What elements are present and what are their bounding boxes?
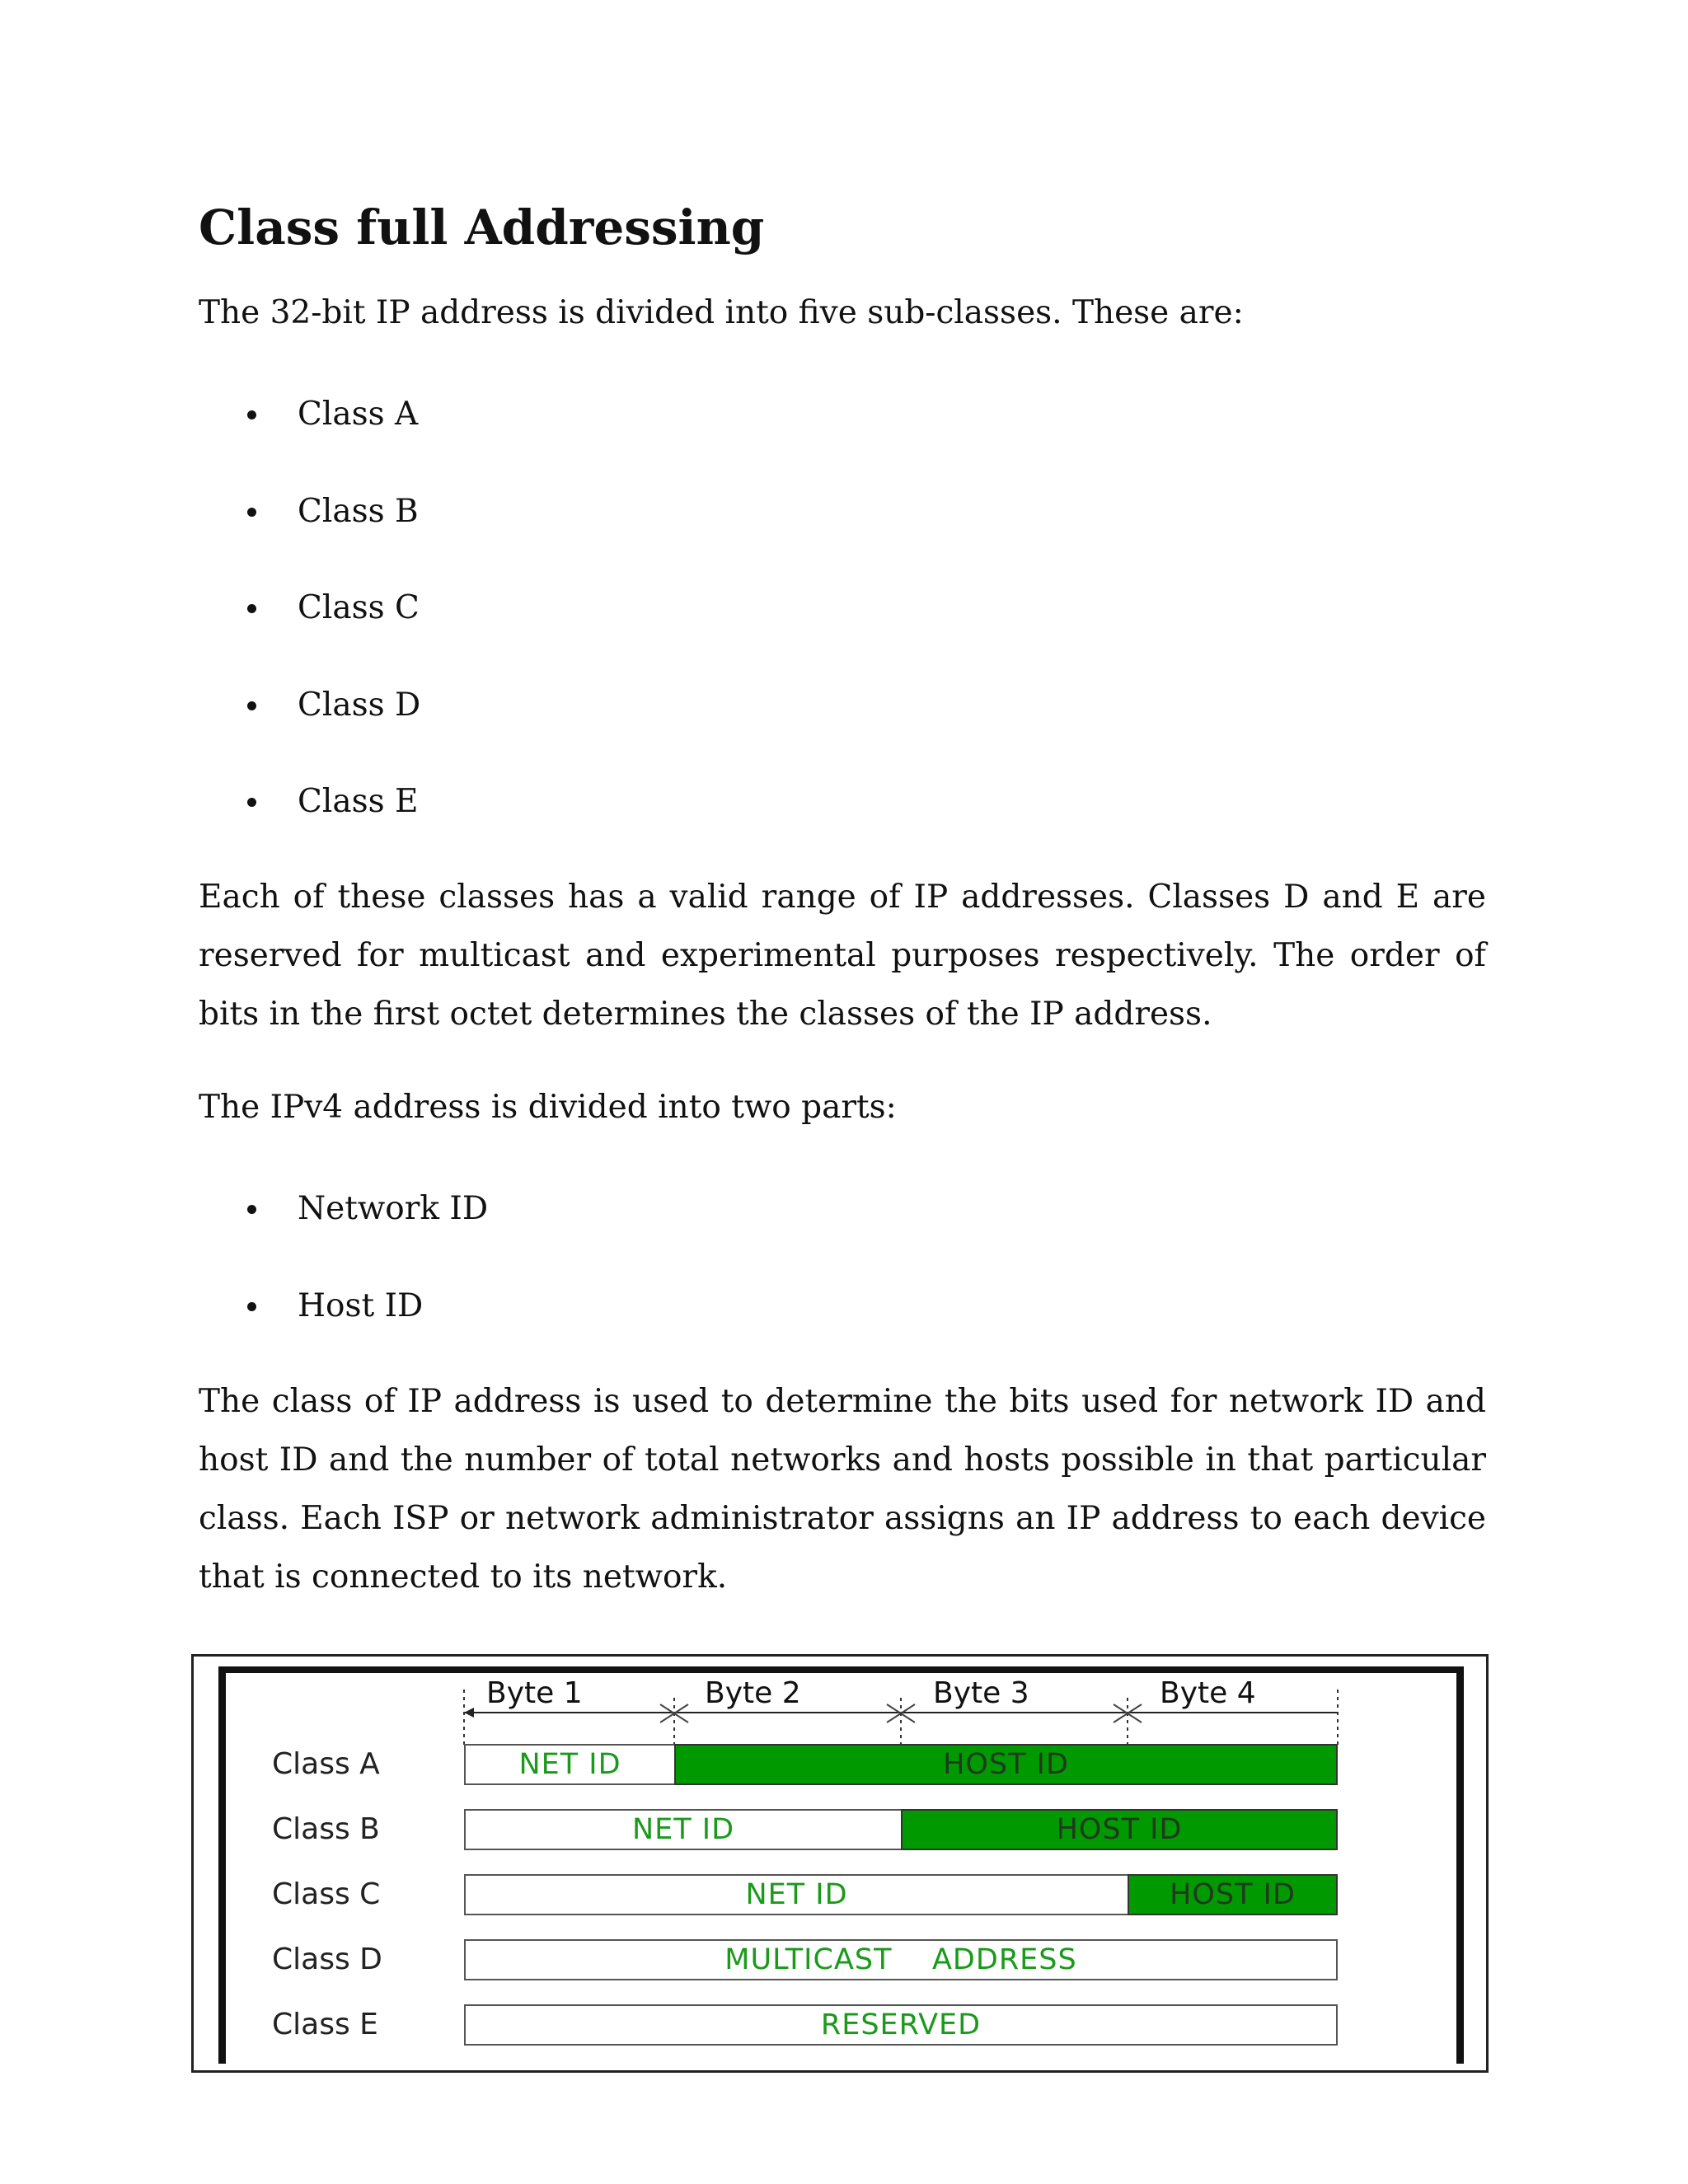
class-a-label: Class A	[272, 1747, 380, 1781]
bullet-icon	[247, 701, 256, 710]
class-b-host-id: HOST ID	[901, 1809, 1338, 1850]
class-c-host-id: HOST ID	[1128, 1874, 1338, 1915]
bullet-icon	[247, 508, 256, 517]
class-d-multicast: MULTICAST ADDRESS	[464, 1939, 1338, 1980]
class-b-label: Class B	[272, 1812, 380, 1846]
bullet-icon	[247, 1205, 256, 1214]
class-a-net-id: NET ID	[464, 1744, 676, 1785]
bullet-icon	[247, 604, 256, 613]
bullet-icon	[247, 410, 256, 419]
classes-paragraph: Each of these classes has a valid range of IP addresses. Classes D and E are reserved for multicast and experimental purposes respectively. The order of bits in the first octet determines the classes of the IP address.	[199, 879, 1486, 1033]
intro-paragraph: The 32-bit IP address is divided into five sub-classes. These are:	[199, 294, 1244, 331]
class-c-net-id: NET ID	[464, 1874, 1129, 1915]
byte-4-label: Byte 4	[1160, 1676, 1256, 1710]
usage-paragraph: The class of IP address is used to determine the bits used for network ID and host ID and the number of total networks and hosts possible in that particular class. Each ISP or network administrator assigns an IP address to each device that is connected to its network.	[199, 1383, 1486, 1596]
class-a-host-id: HOST ID	[674, 1744, 1338, 1785]
ip-class-diagram	[191, 1654, 1489, 2073]
bullet-icon	[247, 798, 256, 807]
byte-2-label: Byte 2	[705, 1676, 801, 1710]
class-c-label: Class C	[272, 1877, 381, 1911]
byte-1-label: Byte 1	[486, 1676, 583, 1710]
bullet-icon	[247, 1302, 256, 1311]
byte-3-label: Byte 3	[933, 1676, 1029, 1710]
class-e-label: Class E	[272, 2008, 378, 2041]
class-e-reserved: RESERVED	[464, 2004, 1338, 2046]
parts-intro-paragraph: The IPv4 address is divided into two parts:	[199, 1089, 897, 1126]
page-title: Class full Addressing	[199, 199, 765, 255]
class-d-label: Class D	[272, 1943, 382, 1976]
class-b-net-id: NET ID	[464, 1809, 903, 1850]
